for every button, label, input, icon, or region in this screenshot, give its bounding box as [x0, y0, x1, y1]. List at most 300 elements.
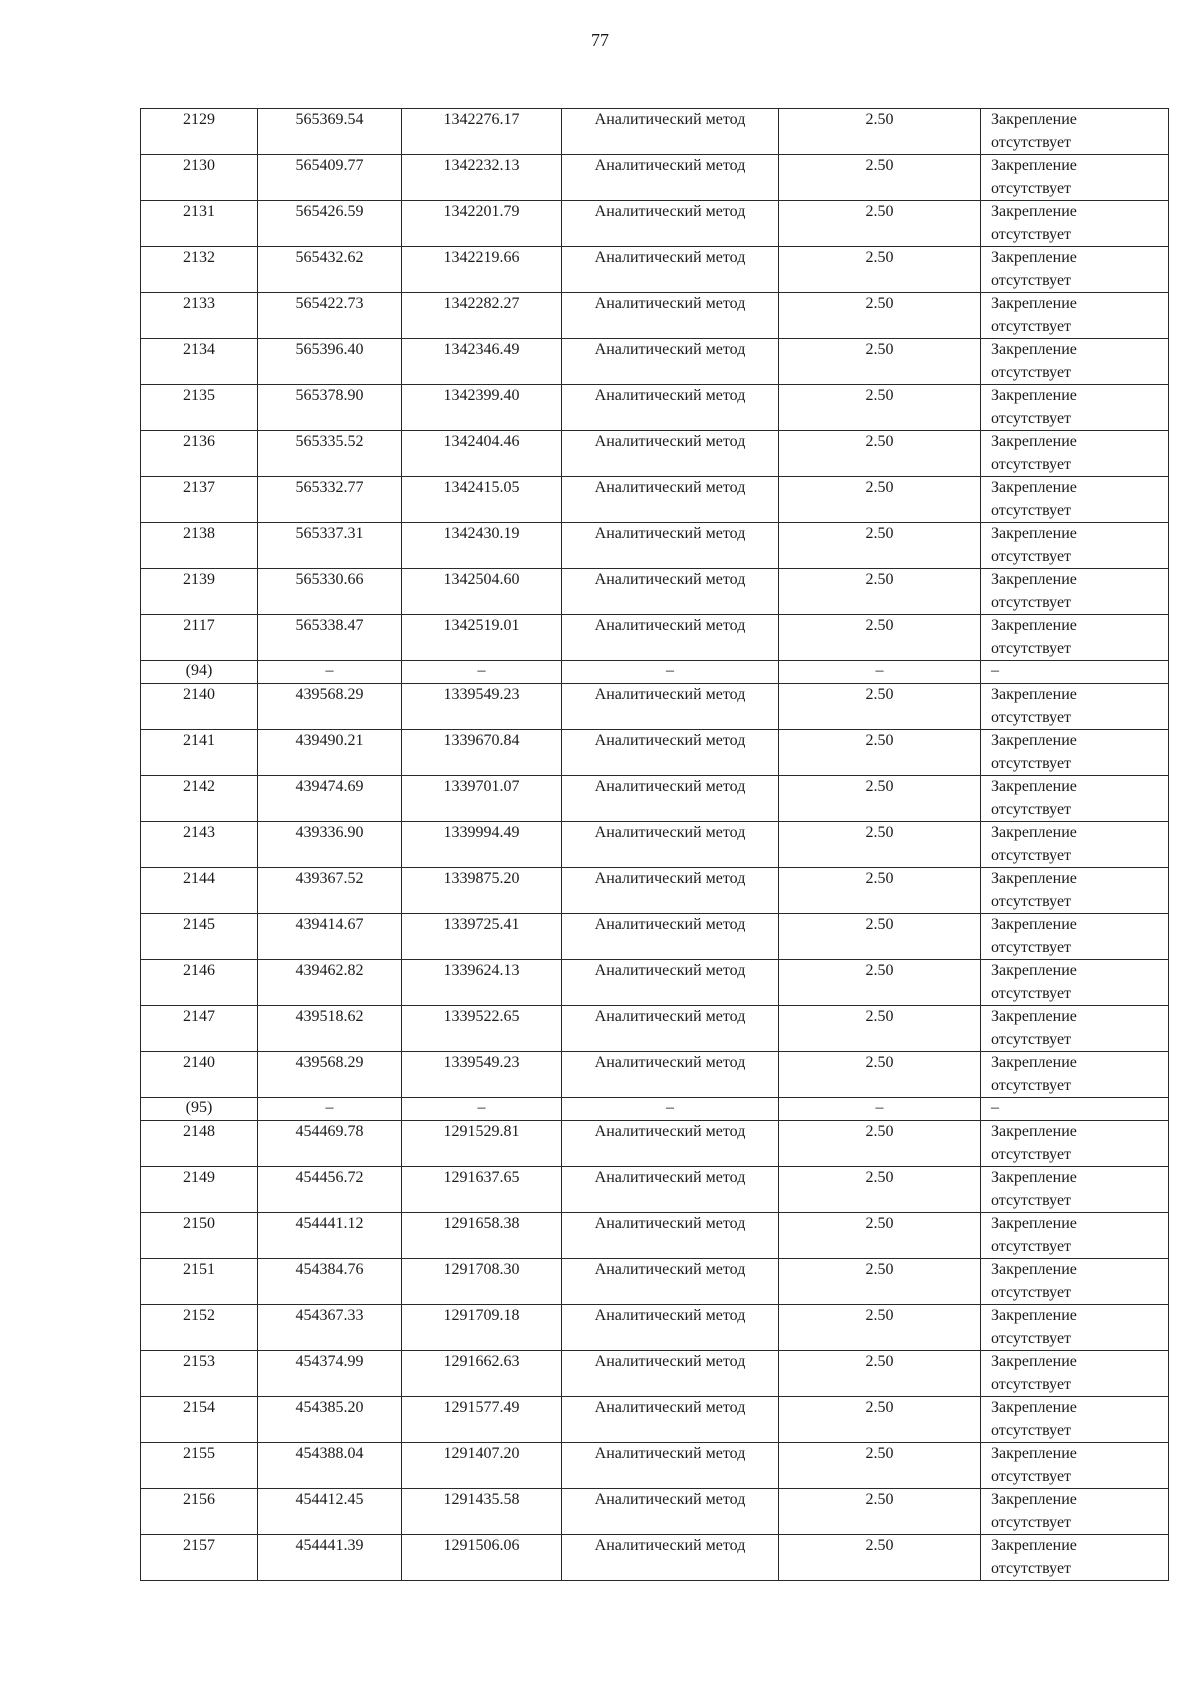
method-text: Аналитический метод: [594, 1008, 746, 1025]
x-coordinate-text: 439462.82: [295, 962, 364, 979]
method-cell: [562, 730, 779, 776]
y-coordinate-text: 1291662.63: [443, 1353, 520, 1370]
x-coordinate-cell: [258, 1121, 402, 1167]
accuracy-text: 2.50: [865, 778, 894, 795]
fixation-text: Закрепление отсутствует: [991, 962, 1077, 1002]
method-text: Аналитический метод: [594, 1353, 746, 1370]
point-number-cell: [141, 293, 258, 339]
point-number-text: 2137: [183, 479, 215, 496]
point-number-text: 2142: [183, 778, 215, 795]
x-coordinate-text: 565409.77: [295, 157, 364, 174]
x-coordinate-cell: [258, 431, 402, 477]
method-cell: [562, 1006, 779, 1052]
table-row: [141, 1397, 1169, 1443]
accuracy-cell: [779, 868, 981, 914]
fixation-cell: [981, 615, 1169, 661]
y-coordinate-cell: [402, 1535, 562, 1581]
table-row: [141, 1167, 1169, 1213]
x-coordinate-text: 454385.20: [295, 1399, 364, 1416]
x-coordinate-text: 454441.39: [295, 1537, 364, 1554]
y-coordinate-text: 1291435.58: [443, 1491, 520, 1508]
method-text: Аналитический метод: [594, 341, 746, 358]
accuracy-cell: [779, 109, 981, 155]
y-coordinate-cell: [402, 615, 562, 661]
method-cell: [562, 201, 779, 247]
x-coordinate-cell: [258, 615, 402, 661]
x-coordinate-cell: [258, 339, 402, 385]
y-coordinate-cell: [402, 1006, 562, 1052]
x-coordinate-cell: [258, 960, 402, 1006]
point-number-cell: [141, 1351, 258, 1397]
fixation-cell: [981, 822, 1169, 868]
method-text: Аналитический метод: [594, 433, 746, 450]
y-coordinate-text: 1342415.05: [443, 479, 520, 496]
accuracy-text: 2.50: [865, 1491, 894, 1508]
x-coordinate-text: 439568.29: [295, 1054, 364, 1071]
accuracy-text: 2.50: [865, 686, 894, 703]
accuracy-cell: [779, 1351, 981, 1397]
method-text: Аналитический метод: [594, 571, 746, 588]
y-coordinate-cell: [402, 1052, 562, 1098]
fixation-cell: [981, 1259, 1169, 1305]
x-coordinate-cell: [258, 1489, 402, 1535]
fixation-cell: [981, 1443, 1169, 1489]
point-number-text: 2140: [183, 686, 215, 703]
fixation-text: Закрепление отсутствует: [991, 157, 1077, 197]
x-coordinate-cell: [258, 661, 402, 684]
x-coordinate-text: 439518.62: [295, 1008, 364, 1025]
x-coordinate-cell: [258, 569, 402, 615]
x-coordinate-cell: [258, 155, 402, 201]
fixation-cell: [981, 1098, 1169, 1121]
y-coordinate-text: 1339875.20: [443, 870, 520, 887]
table-row: [141, 868, 1169, 914]
point-number-text: 2138: [183, 525, 215, 542]
x-coordinate-text: 565330.66: [295, 571, 364, 588]
y-coordinate-text: 1342346.49: [443, 341, 520, 358]
point-number-cell: [141, 523, 258, 569]
x-coordinate-cell: [258, 914, 402, 960]
point-number-text: 2143: [183, 824, 215, 841]
method-text: Аналитический метод: [594, 824, 746, 841]
fixation-cell: [981, 1213, 1169, 1259]
fixation-text: Закрепление отсутствует: [991, 1261, 1077, 1301]
accuracy-text: 2.50: [865, 157, 894, 174]
fixation-text: Закрепление отсутствует: [991, 686, 1077, 726]
x-coordinate-text: 454367.33: [295, 1307, 364, 1324]
accuracy-cell: [779, 201, 981, 247]
method-text: Аналитический метод: [594, 387, 746, 404]
accuracy-text: 2.50: [865, 433, 894, 450]
accuracy-cell: [779, 339, 981, 385]
point-number-text: (94): [185, 662, 213, 679]
y-coordinate-text: 1291529.81: [443, 1123, 520, 1140]
y-coordinate-text: –: [477, 662, 486, 679]
contour-separator-row: [141, 661, 1169, 684]
table-row: [141, 385, 1169, 431]
table-row: [141, 1259, 1169, 1305]
y-coordinate-text: 1342404.46: [443, 433, 520, 450]
accuracy-cell: [779, 1259, 981, 1305]
point-number-cell: [141, 914, 258, 960]
y-coordinate-cell: [402, 1167, 562, 1213]
y-coordinate-cell: [402, 1121, 562, 1167]
fixation-text: –: [991, 1099, 999, 1116]
method-cell: [562, 1351, 779, 1397]
point-number-cell: [141, 339, 258, 385]
accuracy-text: 2.50: [865, 732, 894, 749]
x-coordinate-cell: [258, 1397, 402, 1443]
x-coordinate-cell: [258, 1351, 402, 1397]
fixation-cell: [981, 339, 1169, 385]
y-coordinate-text: 1291708.30: [443, 1261, 520, 1278]
method-cell: [562, 868, 779, 914]
table-row: [141, 1052, 1169, 1098]
y-coordinate-text: 1342276.17: [443, 111, 520, 128]
accuracy-text: 2.50: [865, 341, 894, 358]
y-coordinate-cell: [402, 385, 562, 431]
y-coordinate-cell: [402, 1305, 562, 1351]
point-number-cell: [141, 201, 258, 247]
fixation-text: Закрепление отсутствует: [991, 1445, 1077, 1485]
accuracy-cell: [779, 1535, 981, 1581]
fixation-text: Закрепление отсутствует: [991, 617, 1077, 657]
x-coordinate-cell: [258, 868, 402, 914]
accuracy-cell: [779, 155, 981, 201]
fixation-cell: [981, 247, 1169, 293]
method-cell: [562, 569, 779, 615]
y-coordinate-text: 1339725.41: [443, 916, 520, 933]
method-cell: [562, 776, 779, 822]
method-cell: [562, 155, 779, 201]
method-text: Аналитический метод: [594, 778, 746, 795]
fixation-cell: [981, 868, 1169, 914]
fixation-cell: [981, 385, 1169, 431]
y-coordinate-cell: [402, 661, 562, 684]
accuracy-cell: [779, 477, 981, 523]
y-coordinate-cell: [402, 730, 562, 776]
point-number-text: 2151: [183, 1261, 215, 1278]
point-number-cell: [141, 776, 258, 822]
fixation-cell: [981, 1535, 1169, 1581]
fixation-text: Закрепление отсутствует: [991, 1169, 1077, 1209]
method-text: Аналитический метод: [594, 479, 746, 496]
x-coordinate-text: 439490.21: [295, 732, 364, 749]
y-coordinate-text: 1291577.49: [443, 1399, 520, 1416]
fixation-cell: [981, 1167, 1169, 1213]
fixation-cell: [981, 1397, 1169, 1443]
fixation-text: Закрепление отсутствует: [991, 732, 1077, 772]
x-coordinate-text: 565378.90: [295, 387, 364, 404]
method-cell: [562, 1397, 779, 1443]
accuracy-text: 2.50: [865, 1215, 894, 1232]
fixation-cell: [981, 730, 1169, 776]
x-coordinate-cell: [258, 1443, 402, 1489]
x-coordinate-cell: [258, 1259, 402, 1305]
accuracy-text: 2.50: [865, 479, 894, 496]
point-number-cell: [141, 431, 258, 477]
point-number-text: 2146: [183, 962, 215, 979]
point-number-cell: [141, 1213, 258, 1259]
y-coordinate-text: 1291709.18: [443, 1307, 520, 1324]
fixation-text: Закрепление отсутствует: [991, 916, 1077, 956]
method-cell: [562, 523, 779, 569]
table-row: [141, 730, 1169, 776]
accuracy-text: 2.50: [865, 1054, 894, 1071]
method-text: –: [666, 1099, 674, 1116]
accuracy-text: 2.50: [865, 295, 894, 312]
table-row: [141, 1489, 1169, 1535]
point-number-text: 2117: [183, 617, 215, 634]
accuracy-cell: [779, 1006, 981, 1052]
x-coordinate-cell: [258, 684, 402, 730]
x-coordinate-text: 565335.52: [295, 433, 364, 450]
accuracy-text: 2.50: [865, 1261, 894, 1278]
y-coordinate-text: 1342282.27: [443, 295, 520, 312]
table-row: [141, 1121, 1169, 1167]
accuracy-cell: [779, 776, 981, 822]
x-coordinate-text: 454388.04: [295, 1445, 364, 1462]
x-coordinate-cell: [258, 1006, 402, 1052]
point-number-text: 2153: [183, 1353, 215, 1370]
fixation-text: Закрепление отсутствует: [991, 1537, 1077, 1577]
table-row: [141, 1305, 1169, 1351]
table-row: [141, 684, 1169, 730]
x-coordinate-text: 565426.59: [295, 203, 364, 220]
accuracy-text: 2.50: [865, 824, 894, 841]
accuracy-cell: [779, 615, 981, 661]
method-cell: [562, 1489, 779, 1535]
method-cell: [562, 1443, 779, 1489]
table-row: [141, 523, 1169, 569]
method-cell: [562, 1098, 779, 1121]
accuracy-text: 2.50: [865, 1123, 894, 1140]
accuracy-text: –: [875, 662, 884, 679]
x-coordinate-text: –: [325, 662, 334, 679]
method-text: Аналитический метод: [594, 111, 746, 128]
y-coordinate-text: 1342219.66: [443, 249, 520, 266]
point-number-text: 2154: [183, 1399, 215, 1416]
point-number-text: 2139: [183, 571, 215, 588]
method-cell: [562, 684, 779, 730]
accuracy-cell: [779, 247, 981, 293]
point-number-cell: [141, 1443, 258, 1489]
x-coordinate-cell: [258, 385, 402, 431]
method-cell: [562, 293, 779, 339]
point-number-cell: [141, 1006, 258, 1052]
fixation-text: Закрепление отсутствует: [991, 1399, 1077, 1439]
point-number-cell: [141, 1305, 258, 1351]
y-coordinate-text: 1339522.65: [443, 1008, 520, 1025]
point-number-text: (95): [185, 1099, 213, 1116]
x-coordinate-cell: [258, 477, 402, 523]
x-coordinate-text: –: [325, 1099, 334, 1116]
accuracy-cell: [779, 1443, 981, 1489]
x-coordinate-cell: [258, 523, 402, 569]
table-row: [141, 615, 1169, 661]
method-text: –: [666, 662, 674, 679]
method-cell: [562, 615, 779, 661]
y-coordinate-text: 1291637.65: [443, 1169, 520, 1186]
y-coordinate-text: 1342430.19: [443, 525, 520, 542]
method-cell: [562, 960, 779, 1006]
table-row: [141, 201, 1169, 247]
x-coordinate-text: 565396.40: [295, 341, 364, 358]
x-coordinate-cell: [258, 730, 402, 776]
method-text: Аналитический метод: [594, 870, 746, 887]
table-row: [141, 776, 1169, 822]
fixation-text: Закрепление отсутствует: [991, 433, 1077, 473]
accuracy-cell: [779, 1213, 981, 1259]
point-number-text: 2129: [183, 111, 215, 128]
method-text: Аналитический метод: [594, 1307, 746, 1324]
method-text: Аналитический метод: [594, 617, 746, 634]
accuracy-text: 2.50: [865, 249, 894, 266]
x-coordinate-text: 439414.67: [295, 916, 364, 933]
method-cell: [562, 1121, 779, 1167]
y-coordinate-cell: [402, 684, 562, 730]
point-number-cell: [141, 615, 258, 661]
point-number-cell: [141, 1098, 258, 1121]
point-number-text: 2147: [183, 1008, 215, 1025]
point-number-cell: [141, 109, 258, 155]
point-number-cell: [141, 247, 258, 293]
fixation-text: Закрепление отсутствует: [991, 525, 1077, 565]
point-number-cell: [141, 1397, 258, 1443]
table-row: [141, 477, 1169, 523]
accuracy-text: –: [875, 1099, 884, 1116]
method-text: Аналитический метод: [594, 1215, 746, 1232]
fixation-text: Закрепление отсутствует: [991, 571, 1077, 611]
accuracy-cell: [779, 431, 981, 477]
table-row: [141, 247, 1169, 293]
y-coordinate-cell: [402, 201, 562, 247]
y-coordinate-cell: [402, 960, 562, 1006]
fixation-cell: [981, 661, 1169, 684]
fixation-cell: [981, 1052, 1169, 1098]
y-coordinate-text: 1339549.23: [443, 686, 520, 703]
x-coordinate-text: 454374.99: [295, 1353, 364, 1370]
x-coordinate-cell: [258, 776, 402, 822]
table-row: [141, 431, 1169, 477]
fixation-text: Закрепление отсутствует: [991, 1491, 1077, 1531]
fixation-text: Закрепление отсутствует: [991, 295, 1077, 335]
fixation-cell: [981, 1305, 1169, 1351]
point-number-cell: [141, 1259, 258, 1305]
fixation-cell: [981, 155, 1169, 201]
x-coordinate-cell: [258, 1052, 402, 1098]
method-cell: [562, 339, 779, 385]
point-number-text: 2144: [183, 870, 215, 887]
y-coordinate-cell: [402, 1443, 562, 1489]
x-coordinate-text: 454456.72: [295, 1169, 364, 1186]
point-number-cell: [141, 155, 258, 201]
method-text: Аналитический метод: [594, 916, 746, 933]
method-cell: [562, 477, 779, 523]
point-number-cell: [141, 385, 258, 431]
fixation-text: –: [991, 662, 999, 679]
accuracy-cell: [779, 1397, 981, 1443]
y-coordinate-text: 1339701.07: [443, 778, 520, 795]
point-number-cell: [141, 1121, 258, 1167]
point-number-text: 2134: [183, 341, 215, 358]
y-coordinate-cell: [402, 247, 562, 293]
point-number-text: 2149: [183, 1169, 215, 1186]
point-number-text: 2156: [183, 1491, 215, 1508]
fixation-text: Закрепление отсутствует: [991, 111, 1077, 151]
y-coordinate-text: 1342232.13: [443, 157, 520, 174]
method-text: Аналитический метод: [594, 1491, 746, 1508]
table-row: [141, 822, 1169, 868]
x-coordinate-cell: [258, 1098, 402, 1121]
accuracy-cell: [779, 1167, 981, 1213]
x-coordinate-text: 565337.31: [295, 525, 364, 542]
x-coordinate-text: 565422.73: [295, 295, 364, 312]
x-coordinate-text: 439568.29: [295, 686, 364, 703]
fixation-text: Закрепление отсутствует: [991, 387, 1077, 427]
fixation-text: Закрепление отсутствует: [991, 479, 1077, 519]
point-number-cell: [141, 684, 258, 730]
x-coordinate-text: 454412.45: [295, 1491, 364, 1508]
table-row: [141, 155, 1169, 201]
y-coordinate-cell: [402, 1259, 562, 1305]
method-text: Аналитический метод: [594, 1261, 746, 1278]
point-number-cell: [141, 868, 258, 914]
table-row: [141, 293, 1169, 339]
fixation-cell: [981, 523, 1169, 569]
method-cell: [562, 247, 779, 293]
fixation-cell: [981, 477, 1169, 523]
x-coordinate-cell: [258, 293, 402, 339]
accuracy-text: 2.50: [865, 111, 894, 128]
point-number-cell: [141, 960, 258, 1006]
table-row: [141, 339, 1169, 385]
point-number-text: 2131: [183, 203, 215, 220]
table-row: [141, 1006, 1169, 1052]
method-cell: [562, 1259, 779, 1305]
accuracy-text: 2.50: [865, 870, 894, 887]
table-row: [141, 1213, 1169, 1259]
point-number-text: 2155: [183, 1445, 215, 1462]
point-number-cell: [141, 1167, 258, 1213]
y-coordinate-cell: [402, 109, 562, 155]
y-coordinate-cell: [402, 1489, 562, 1535]
method-cell: [562, 1213, 779, 1259]
accuracy-text: 2.50: [865, 617, 894, 634]
page-number: 77: [591, 30, 609, 50]
method-text: Аналитический метод: [594, 686, 746, 703]
x-coordinate-cell: [258, 1167, 402, 1213]
coordinates-table: [140, 108, 1169, 1581]
method-cell: [562, 431, 779, 477]
x-coordinate-text: 565332.77: [295, 479, 364, 496]
fixation-text: Закрепление отсутствует: [991, 1123, 1077, 1163]
point-number-cell: [141, 661, 258, 684]
x-coordinate-cell: [258, 109, 402, 155]
accuracy-cell: [779, 661, 981, 684]
y-coordinate-text: 1339549.23: [443, 1054, 520, 1071]
accuracy-cell: [779, 684, 981, 730]
y-coordinate-cell: [402, 523, 562, 569]
accuracy-cell: [779, 569, 981, 615]
x-coordinate-cell: [258, 1305, 402, 1351]
accuracy-cell: [779, 1305, 981, 1351]
x-coordinate-text: 565338.47: [295, 617, 364, 634]
fixation-cell: [981, 1121, 1169, 1167]
method-text: Аналитический метод: [594, 157, 746, 174]
point-number-text: 2132: [183, 249, 215, 266]
accuracy-cell: [779, 960, 981, 1006]
